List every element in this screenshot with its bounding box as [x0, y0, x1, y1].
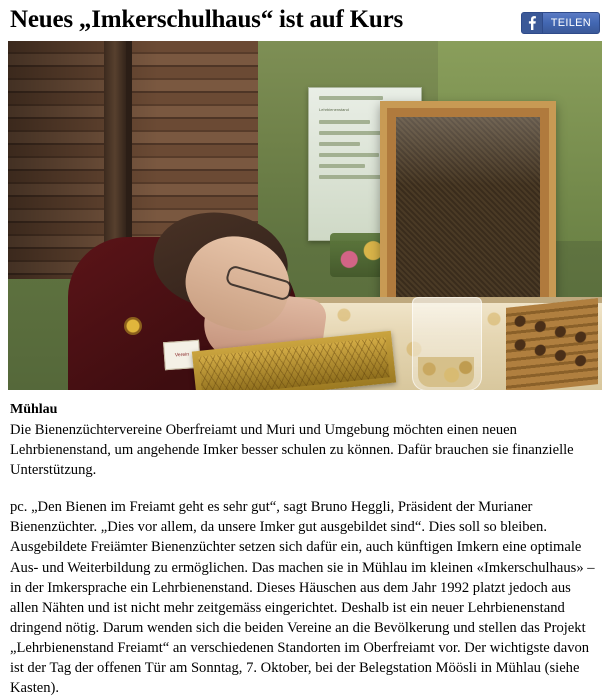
photo-rack-detail: [510, 304, 594, 387]
article-lead: Die Bienenzüchtervereine Oberfreiamt und Muri und Umgebung möchten einen neuen Lehrbienenstand, um angehende Imker besser schulen zu können. Dafür brauchen sie finanzielle Unterstützung.: [10, 421, 574, 478]
photo-banner-text: Lehrbienenstand: [319, 106, 349, 112]
photo-badge-text: Verein: [174, 351, 190, 359]
photo-jar-content: [418, 357, 474, 387]
page-title: Neues „Imkerschulhaus“ ist auf Kurs: [10, 6, 404, 33]
share-button[interactable]: [521, 12, 600, 34]
headline-row: [8, 0, 602, 35]
photo-jacket-emblem: [124, 317, 142, 335]
article-location: Mühlau: [10, 401, 58, 417]
facebook-icon: [522, 13, 543, 33]
share-button-label: TEILEN: [550, 17, 591, 29]
article-photo: [8, 41, 602, 390]
photo-hive-glass: [396, 117, 540, 313]
article-body: pc. „Den Bienen im Freiamt geht es sehr gut“, sagt Bruno Heggli, Präsident der Murianer Bienenzüchter. „Dies vor allem, da unsere Imker gut ausgebildet sind“. Dies soll so bleiben. Ausgebildete Freiämter Bienenzüchter setzen sich dafür ein, auch künftigen Imkern eine optimale Aus- und Weiterbildung zu ermöglichen. Das machen sie in Mühlau im kleinen «Imkerschulhaus» – in der Imkersprache ein Lehrbienenstand. Dieses Häuschen aus dem Jahr 1992 platzt jedoch aus allen Nähten und ist nicht mehr zeitgemäss eingerichtet. Deshalb ist ein neuer Lehrbienenstand dringend nötig. Darum wenden sich die beiden Vereine an die Bevölkerung und stellen das Projekt „Lehrbienenstand Freiamt“ an verschiedenen Standorten im Oberfreiamt vor. Der wichtigste davon ist der Tag der offenen Tür am Sonntag, 7. Oktober, bei der Belegstation Möösli in Mühlau (siehe Kasten).: [10, 499, 595, 697]
